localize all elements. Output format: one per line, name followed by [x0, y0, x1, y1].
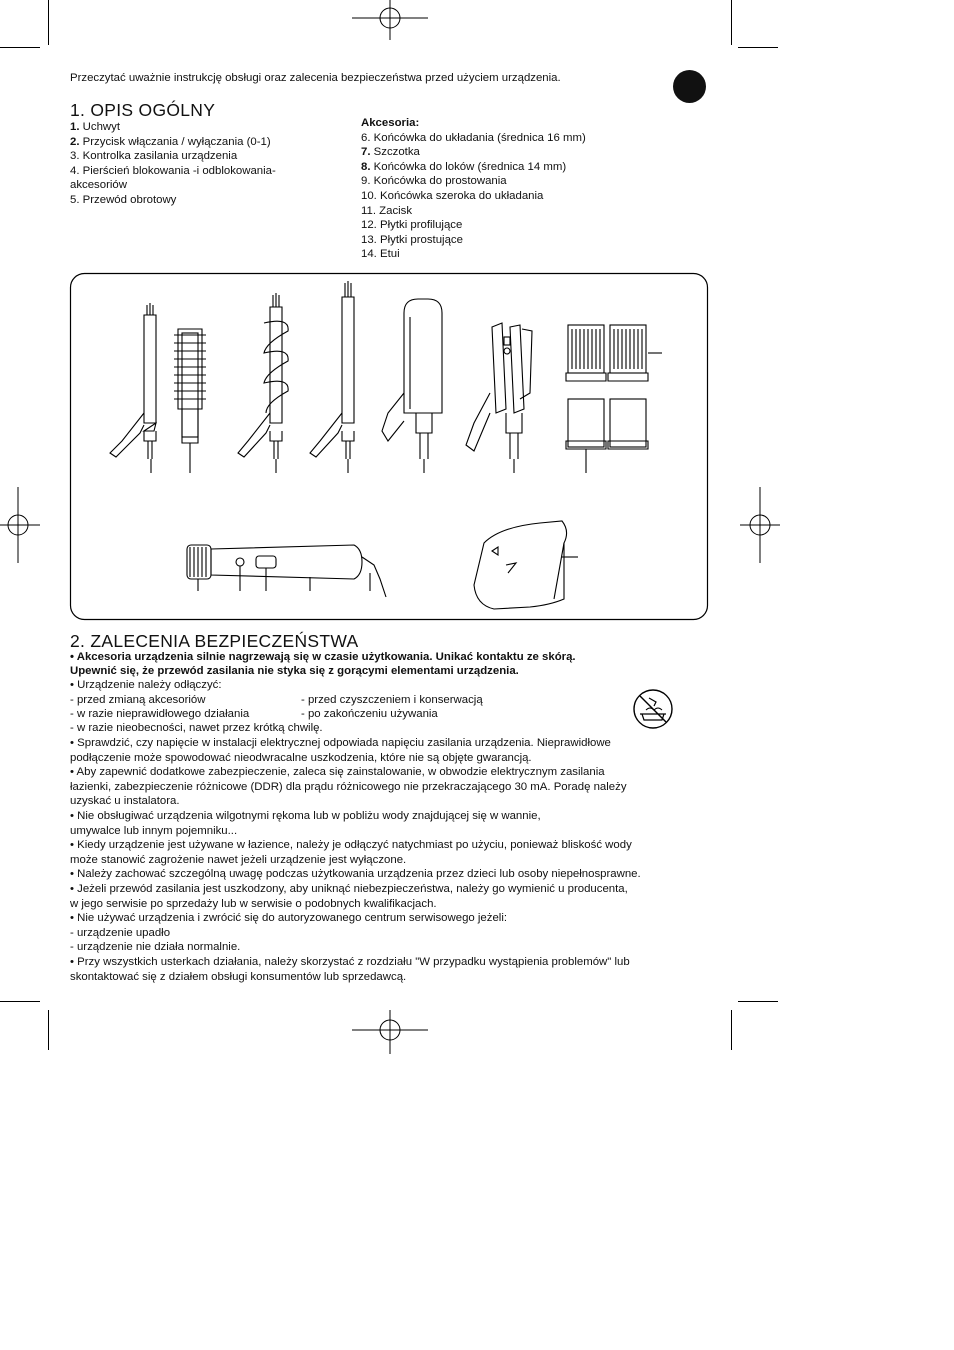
- safety-line: • Przy wszystkich usterkach działania, należy skorzystać z rozdziału "W przypadku wystąpienia problemów" lub: [70, 955, 630, 968]
- crop-mark: [731, 1010, 732, 1050]
- safety-line: • Kiedy urządzenie jest używane w łazience, należy je odłączyć natychmiast po użyciu, ponieważ bliskość wody: [70, 839, 632, 852]
- safety-line: • Nie obsługiwać urządzenia wilgotnymi rękoma lub w pobliżu wody znajdującej się w wannie,: [70, 809, 541, 822]
- safety-line: • Aby zapewnić dodatkowe zabezpieczenie, zaleca się zainstalowanie, w obwodzie elektrycznym zasilania: [70, 766, 605, 779]
- section-title-safety: 2. ZALECENIA BEZPIECZEŃSTWA: [70, 631, 359, 651]
- safety-line: podłączenie może spowodować nieodwracalne uszkodzenia, które nie są objęte gwarancją.: [70, 751, 532, 764]
- list-item: 12. Płytki profilujące: [361, 219, 463, 232]
- list-item: 13. Płytki prostujące: [361, 233, 463, 246]
- crop-mark: [731, 0, 732, 45]
- safety-line: łazienki, zabezpieczenie różnicowe (DDR) dla prądu różnicowego nie przekraczającego 30 mA. Poradę należy: [70, 780, 627, 793]
- crop-mark: [48, 1010, 49, 1050]
- crop-mark: [738, 1001, 778, 1002]
- crop-mark: [0, 1001, 40, 1002]
- safety-line: - urządzenie nie działa normalnie.: [70, 941, 241, 954]
- crop-mark: [738, 47, 778, 48]
- safety-line: • Należy zachować szczególną uwagę podczas użytkowania urządzenia przez dzieci lub osoby niepełnosprawne.: [70, 868, 641, 881]
- safety-line: uzyskać u instalatora.: [70, 795, 180, 808]
- list-item: 2. Przycisk włączania / wyłączania (0-1): [70, 135, 271, 148]
- warning-bold-line-1: • Akcesoria urządzenia silnie nagrzewają się w czasie użytkowania. Unikać kontaktu ze skórą.: [70, 651, 576, 663]
- safety-line: - urządzenie upadło: [70, 926, 171, 939]
- accessories-list: [361, 116, 586, 262]
- unplug-last: - w razie nieobecności, nawet przez krótką chwilę.: [70, 722, 323, 734]
- list-item: 1. Uchwyt: [70, 121, 121, 133]
- list-item: 4. Pierścień blokowania -i odblokowania-: [70, 164, 276, 177]
- registration-mark-icon: [352, 0, 428, 40]
- intro-text: Przeczytać uważnie instrukcję obsługi oraz zalecenia bezpieczeństwa przed użyciem urządzenia.: [70, 72, 561, 84]
- safety-line: w jego serwisie po sprzedaży lub w serwisie o podobnych kwalifikacjach.: [70, 897, 437, 910]
- list-item: 14. Etui: [361, 248, 400, 261]
- list-item: akcesoriów: [70, 179, 127, 192]
- list-item: 9. Końcówka do prostowania: [361, 175, 507, 188]
- crop-mark: [0, 47, 40, 48]
- unplug-right-2: - po zakończeniu używania: [301, 708, 438, 720]
- list-item: 3. Kontrolka zasilania urządzenia: [70, 150, 238, 163]
- safety-line: może stanowić zagrożenie nawet jeżeli urządzenie jest wyłączone.: [70, 853, 407, 866]
- product-illustration: [70, 273, 708, 621]
- safety-line: umywalce lub innym pojemniku...: [70, 824, 238, 837]
- safety-line: • Sprawdzić, czy napięcie w instalacji elektrycznej odpowiada napięciu zasilania urządzenia. Nieprawidłowe: [70, 737, 611, 749]
- accessories-title: Akcesoria:: [361, 117, 420, 129]
- registration-mark-icon: [0, 487, 40, 563]
- list-item: 10. Końcówka szeroka do układania: [361, 189, 544, 202]
- safety-text: [70, 736, 641, 984]
- unplug-right-1: - przed czyszczeniem i konserwacją: [301, 694, 483, 706]
- registration-mark-icon: [740, 487, 780, 563]
- list-item: 7. Szczotka: [361, 146, 420, 159]
- safety-line: • Nie używać urządzenia i zwrócić się do autoryzowanego centrum serwisowego jeżeli:: [70, 912, 508, 925]
- list-item: 5. Przewód obrotowy: [70, 193, 177, 206]
- warning-bold-line-2: Upewnić się, że przewód zasilania nie styka się z gorącymi elementami urządzenia.: [70, 665, 519, 677]
- safety-line: • Jeżeli przewód zasilania jest uszkodzony, aby uniknąć niebezpieczeństwa, należy go wymienić u producenta,: [70, 882, 628, 895]
- list-item: 11. Zacisk: [361, 204, 413, 217]
- unplug-title: • Urządzenie należy odłączyć:: [70, 679, 222, 691]
- parts-list: [70, 120, 276, 208]
- safety-line: skontaktować się z działem obsługi konsumentów lub sprzedawcą.: [70, 970, 407, 983]
- unplug-left-2: - w razie nieprawidłowego działania: [70, 708, 250, 720]
- crop-mark: [48, 0, 49, 45]
- language-dot-icon: [673, 70, 706, 103]
- no-water-bath-icon: [632, 688, 674, 730]
- registration-mark-icon: [352, 1010, 428, 1054]
- unplug-left-1: - przed zmianą akcesoriów: [70, 694, 206, 706]
- section-title-description: 1. OPIS OGÓLNY: [70, 100, 216, 120]
- list-item: 6. Końcówka do układania (średnica 16 mm): [361, 131, 586, 144]
- list-item: 8. Końcówka do loków (średnica 14 mm): [361, 160, 567, 173]
